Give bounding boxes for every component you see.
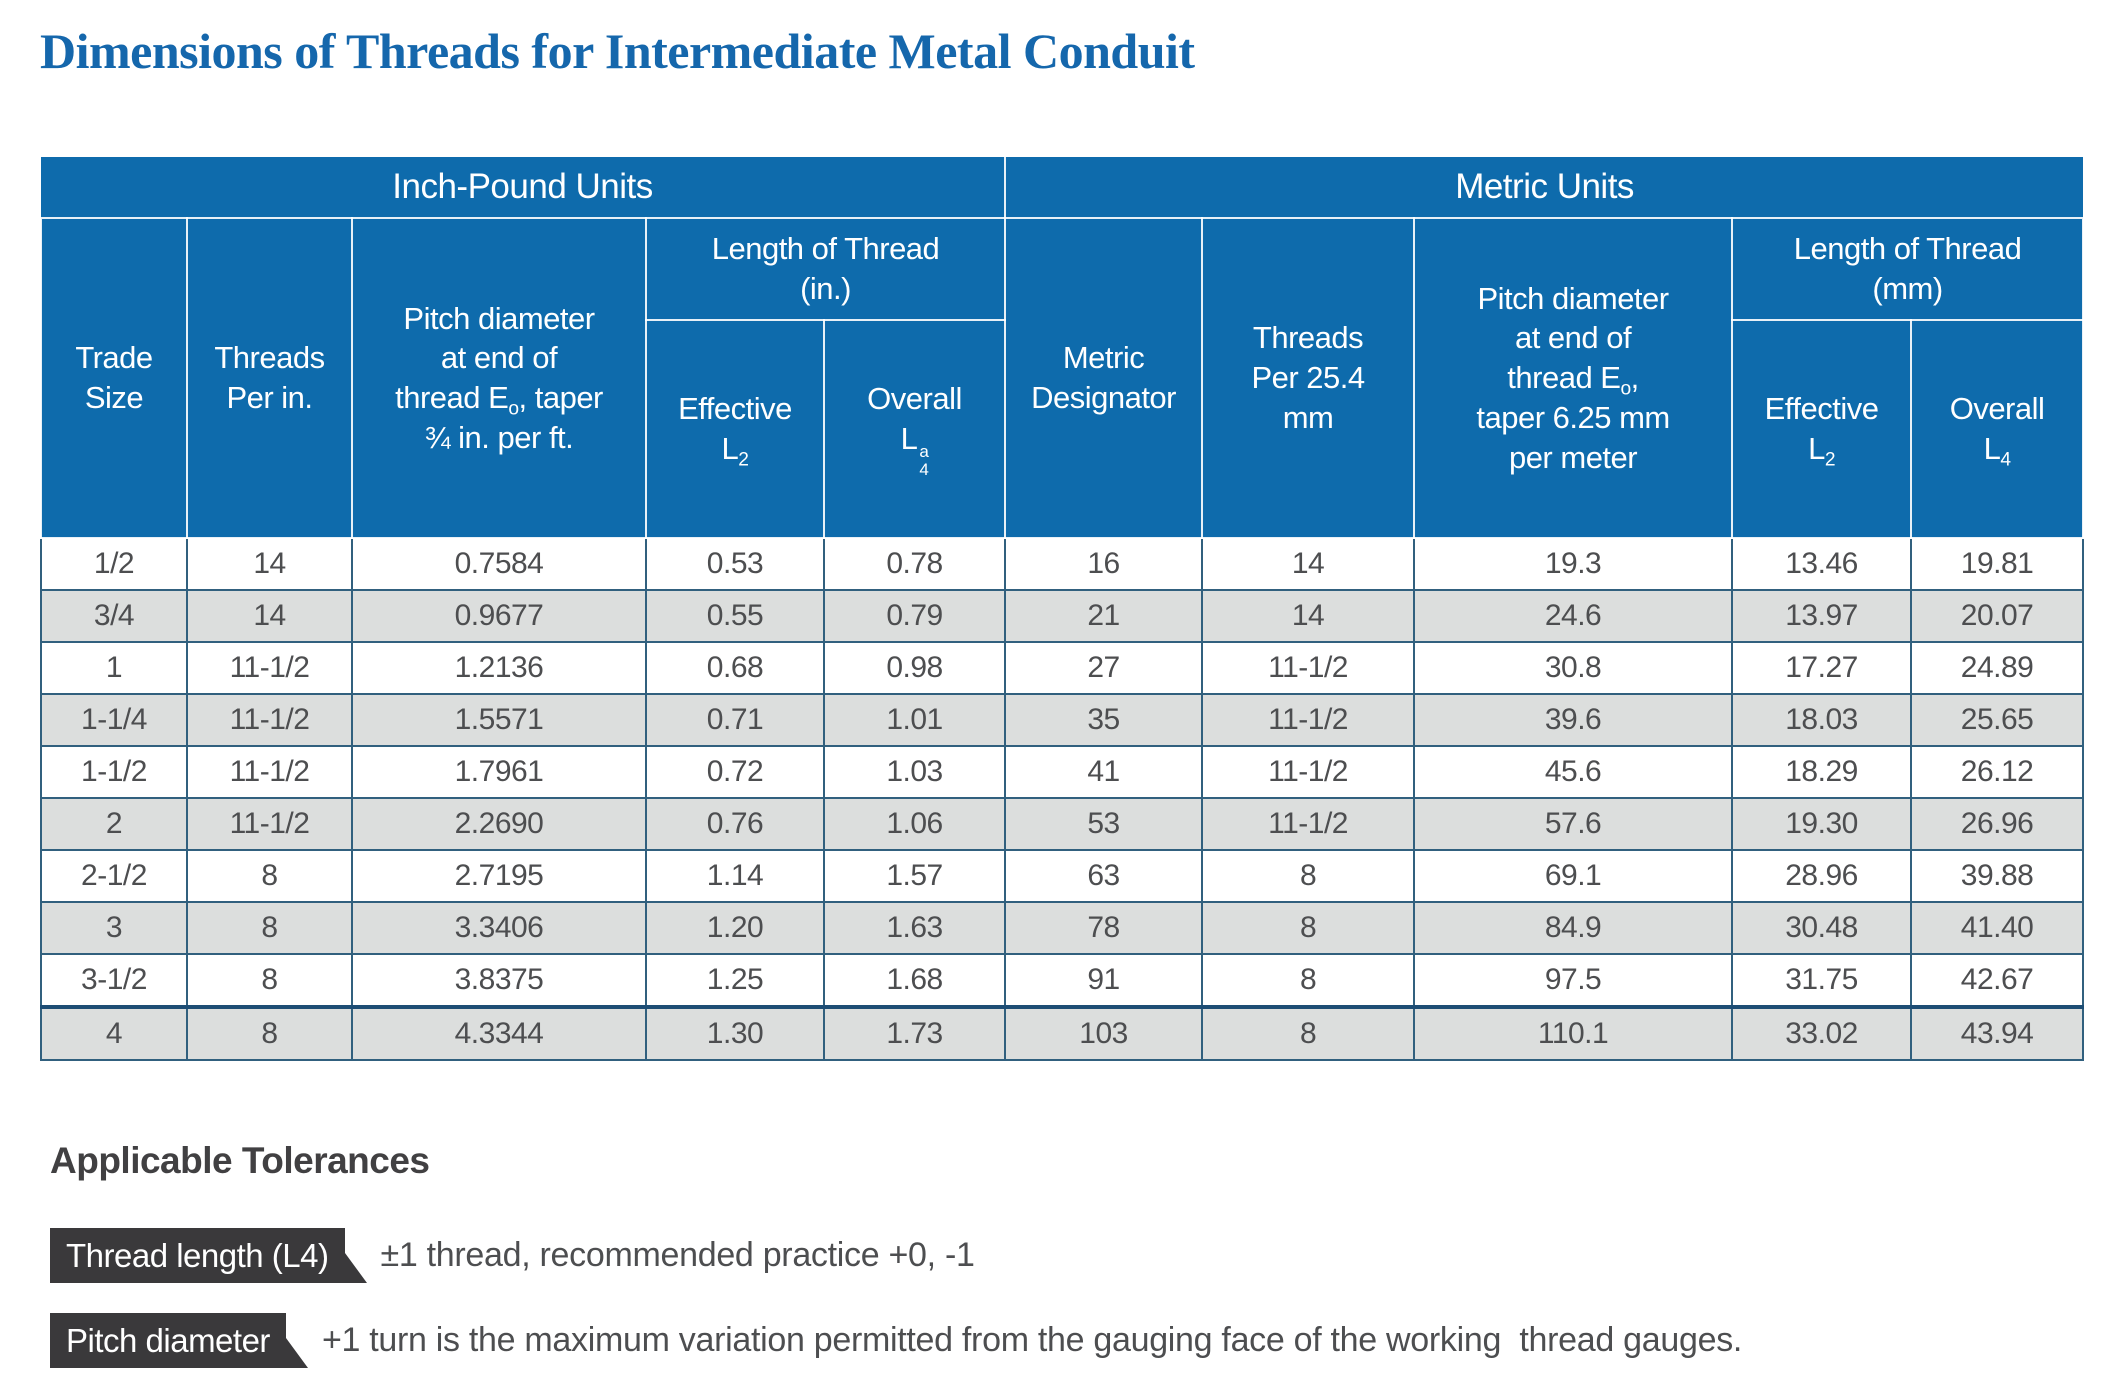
page-title: Dimensions of Threads for Intermediate Metal Conduit	[40, 23, 1195, 79]
cell-threads-per-25-4-mm: 11-1/2	[1202, 746, 1414, 798]
cell-overall-l4-mm: 25.65	[1911, 694, 2083, 746]
cell-pitch-diameter-in: 2.7195	[352, 850, 646, 902]
cell-pitch-diameter-in: 1.5571	[352, 694, 646, 746]
cell-effective-l2-in: 0.68	[646, 642, 824, 694]
cell-trade-size: 1-1/4	[41, 694, 187, 746]
cell-metric-designator: 91	[1005, 954, 1202, 1007]
cell-effective-l2-mm: 33.02	[1732, 1007, 1911, 1060]
cell-trade-size: 1-1/2	[41, 746, 187, 798]
cell-pitch-diameter-mm: 39.6	[1414, 694, 1732, 746]
cell-pitch-diameter-in: 4.3344	[352, 1007, 646, 1060]
cell-overall-l4-in: 1.63	[824, 902, 1005, 954]
cell-overall-l4-in: 1.57	[824, 850, 1005, 902]
cell-effective-l2-in: 0.71	[646, 694, 824, 746]
cell-threads-per-25-4-mm: 14	[1202, 538, 1414, 590]
cell-effective-l2-in: 0.72	[646, 746, 824, 798]
col-header-threads-per-in: Threads Per in.	[187, 218, 352, 538]
cell-trade-size: 3-1/2	[41, 954, 187, 1007]
tolerances-heading: Applicable Tolerances	[50, 1140, 430, 1181]
cell-overall-l4-in: 1.03	[824, 746, 1005, 798]
col-header-effective-l2-mm: Effective $L_2$	[1732, 320, 1911, 538]
tolerance-text-pitch-diameter: +1 turn is the maximum variation permitted from the gauging face of the working thread gauges.	[321, 1321, 1743, 1359]
tolerance-badge-pitch-diameter: Pitch diameter	[50, 1313, 286, 1368]
cell-threads-per-25-4-mm: 8	[1202, 954, 1414, 1007]
cell-overall-l4-mm: 24.89	[1911, 642, 2083, 694]
cell-metric-designator: 103	[1005, 1007, 1202, 1060]
cell-pitch-diameter-in: 2.2690	[352, 798, 646, 850]
cell-pitch-diameter-in: 1.7961	[352, 746, 646, 798]
col-header-effective-l2-in: Effective $L_2$	[646, 320, 824, 538]
cell-trade-size: 2	[41, 798, 187, 850]
cell-overall-l4-in: 1.68	[824, 954, 1005, 1007]
cell-effective-l2-in: 1.30	[646, 1007, 824, 1060]
cell-threads-per-in: 11-1/2	[187, 798, 352, 850]
cell-trade-size: 4	[41, 1007, 187, 1060]
cell-pitch-diameter-mm: 30.8	[1414, 642, 1732, 694]
cell-metric-designator: 16	[1005, 538, 1202, 590]
cell-overall-l4-mm: 19.81	[1911, 538, 2083, 590]
cell-threads-per-in: 14	[187, 538, 352, 590]
cell-threads-per-in: 8	[187, 954, 352, 1007]
cell-pitch-diameter-mm: 97.5	[1414, 954, 1732, 1007]
cell-threads-per-25-4-mm: 14	[1202, 590, 1414, 642]
cell-overall-l4-in: 0.79	[824, 590, 1005, 642]
cell-effective-l2-in: 1.14	[646, 850, 824, 902]
cell-metric-designator: 78	[1005, 902, 1202, 954]
cell-effective-l2-mm: 18.03	[1732, 694, 1911, 746]
cell-effective-l2-mm: 31.75	[1732, 954, 1911, 1007]
col-header-pitch-diameter-mm: Pitch diameter at end of thread $E_o$, taper 6.25 mm per meter	[1414, 218, 1732, 538]
cell-threads-per-25-4-mm: 8	[1202, 1007, 1414, 1060]
cell-effective-l2-mm: 30.48	[1732, 902, 1911, 954]
table-row	[41, 1007, 2083, 1060]
cell-threads-per-in: 11-1/2	[187, 746, 352, 798]
col-header-threads-per-25-4-mm: Threads Per 25.4 mm	[1202, 218, 1414, 538]
group-header-inch-pound	[41, 157, 1005, 218]
cell-threads-per-25-4-mm: 8	[1202, 850, 1414, 902]
cell-trade-size: 1	[41, 642, 187, 694]
table-row	[41, 954, 2083, 1007]
table-header	[41, 157, 2083, 538]
applicable-tolerances-section	[50, 1140, 2110, 1368]
table-row	[41, 850, 2083, 902]
cell-overall-l4-mm: 41.40	[1911, 902, 2083, 954]
thread-dimensions-table	[40, 157, 2084, 1061]
cell-threads-per-25-4-mm: 11-1/2	[1202, 694, 1414, 746]
col-header-pitch-diameter-in: Pitch diameter at end of thread $E_o$, taper ¾ in. per ft.	[352, 218, 646, 538]
cell-threads-per-in: 8	[187, 850, 352, 902]
cell-pitch-diameter-mm: 84.9	[1414, 902, 1732, 954]
cell-overall-l4-in: 1.06	[824, 798, 1005, 850]
cell-pitch-diameter-mm: 69.1	[1414, 850, 1732, 902]
cell-trade-size: 3	[41, 902, 187, 954]
cell-metric-designator: 63	[1005, 850, 1202, 902]
cell-effective-l2-in: 0.55	[646, 590, 824, 642]
group-header-label: Inch-Pound Units	[392, 166, 653, 206]
table-row	[41, 746, 2083, 798]
cell-overall-l4-mm: 39.88	[1911, 850, 2083, 902]
cell-pitch-diameter-mm: 45.6	[1414, 746, 1732, 798]
cell-pitch-diameter-mm: 19.3	[1414, 538, 1732, 590]
cell-overall-l4-mm: 26.96	[1911, 798, 2083, 850]
table-body	[41, 538, 2083, 1060]
cell-threads-per-in: 11-1/2	[187, 642, 352, 694]
table-row	[41, 590, 2083, 642]
cell-effective-l2-mm: 28.96	[1732, 850, 1911, 902]
col-header-length-of-thread-in: Length of Thread (in.)	[646, 218, 1005, 320]
table-row	[41, 902, 2083, 954]
table-row	[41, 694, 2083, 746]
col-header-metric-designator: Metric Designator	[1005, 218, 1202, 538]
cell-effective-l2-mm: 13.46	[1732, 538, 1911, 590]
cell-metric-designator: 21	[1005, 590, 1202, 642]
tolerance-text-thread-length: ±1 thread, recommended practice +0, -1	[380, 1236, 975, 1274]
cell-overall-l4-mm: 43.94	[1911, 1007, 2083, 1060]
cell-metric-designator: 41	[1005, 746, 1202, 798]
cell-pitch-diameter-in: 3.8375	[352, 954, 646, 1007]
cell-overall-l4-mm: 42.67	[1911, 954, 2083, 1007]
cell-overall-l4-in: 1.01	[824, 694, 1005, 746]
cell-trade-size: 1/2	[41, 538, 187, 590]
cell-effective-l2-mm: 18.29	[1732, 746, 1911, 798]
cell-metric-designator: 27	[1005, 642, 1202, 694]
cell-effective-l2-mm: 13.97	[1732, 590, 1911, 642]
cell-pitch-diameter-in: 3.3406	[352, 902, 646, 954]
cell-overall-l4-in: 0.98	[824, 642, 1005, 694]
cell-pitch-diameter-in: 1.2136	[352, 642, 646, 694]
cell-trade-size: 2-1/2	[41, 850, 187, 902]
group-header-metric	[1005, 157, 2083, 218]
tolerance-item-pitch-diameter	[50, 1313, 2110, 1368]
table-row	[41, 798, 2083, 850]
cell-effective-l2-mm: 17.27	[1732, 642, 1911, 694]
cell-effective-l2-in: 1.20	[646, 902, 824, 954]
cell-threads-per-in: 14	[187, 590, 352, 642]
col-header-length-of-thread-mm: Length of Thread (mm)	[1732, 218, 2083, 320]
cell-threads-per-25-4-mm: 11-1/2	[1202, 798, 1414, 850]
group-header-label: Metric Units	[1455, 166, 1634, 206]
cell-effective-l2-in: 1.25	[646, 954, 824, 1007]
table-row	[41, 642, 2083, 694]
cell-threads-per-25-4-mm: 11-1/2	[1202, 642, 1414, 694]
cell-pitch-diameter-mm: 110.1	[1414, 1007, 1732, 1060]
cell-overall-l4-mm: 26.12	[1911, 746, 2083, 798]
cell-threads-per-in: 8	[187, 1007, 352, 1060]
cell-pitch-diameter-in: 0.7584	[352, 538, 646, 590]
cell-threads-per-25-4-mm: 8	[1202, 902, 1414, 954]
group-header-row	[41, 157, 2083, 218]
cell-threads-per-in: 8	[187, 902, 352, 954]
cell-pitch-diameter-in: 0.9677	[352, 590, 646, 642]
cell-metric-designator: 53	[1005, 798, 1202, 850]
tolerance-badge-thread-length: Thread length (L4)	[50, 1228, 345, 1283]
col-header-trade-size: Trade Size	[41, 218, 187, 538]
cell-effective-l2-in: 0.76	[646, 798, 824, 850]
table-row	[41, 538, 2083, 590]
cell-pitch-diameter-mm: 24.6	[1414, 590, 1732, 642]
column-header-row-upper	[41, 218, 2083, 320]
cell-threads-per-in: 11-1/2	[187, 694, 352, 746]
cell-overall-l4-mm: 20.07	[1911, 590, 2083, 642]
col-header-overall-l4-mm: Overall $L_4$	[1911, 320, 2083, 538]
cell-effective-l2-in: 0.53	[646, 538, 824, 590]
cell-overall-l4-in: 0.78	[824, 538, 1005, 590]
col-header-overall-l4-in: Overall L a 4	[824, 320, 1005, 538]
cell-overall-l4-in: 1.73	[824, 1007, 1005, 1060]
cell-trade-size: 3/4	[41, 590, 187, 642]
cell-effective-l2-mm: 19.30	[1732, 798, 1911, 850]
cell-metric-designator: 35	[1005, 694, 1202, 746]
tolerance-item-thread-length	[50, 1228, 2110, 1283]
cell-pitch-diameter-mm: 57.6	[1414, 798, 1732, 850]
